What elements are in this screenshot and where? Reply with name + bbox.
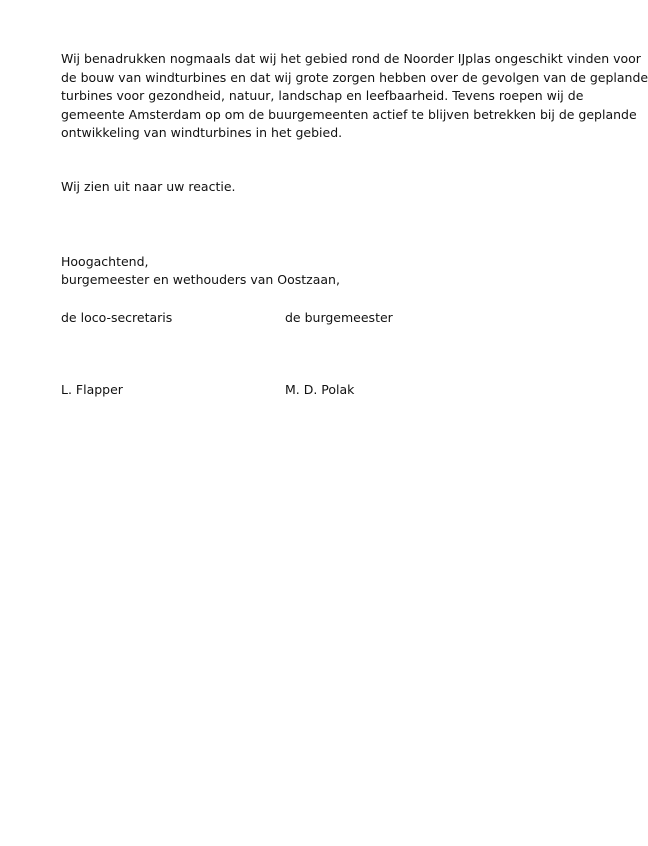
letter-body-paragraph — [61, 50, 648, 143]
body-line: turbines voor gezondheid, natuur, landschap en leefbaarheid. Tevens roepen wij de — [61, 88, 584, 104]
body-line: Wij benadrukken nogmaals dat wij het gebied rond de Noorder IJplas ongeschikt vinden voor — [61, 51, 641, 66]
body-line: ontwikkeling van windturbines in het gebied. — [61, 125, 343, 141]
reaction-sentence: Wij zien uit naar uw reactie. — [61, 179, 236, 194]
closing-greeting: Hoogachtend, — [61, 254, 149, 269]
signatory-name-mayor: M. D. Polak — [285, 382, 355, 397]
signing-organisation: burgemeester en wethouders van Oostzaan, — [61, 272, 340, 287]
signatory-name-secretary: L. Flapper — [61, 382, 123, 397]
body-line: gemeente Amsterdam op om de buurgemeenten actief te blijven betrekken bij de geplande — [61, 106, 637, 122]
signatory-role-mayor: de burgemeester — [285, 310, 393, 325]
signatory-role-secretary: de loco-secretaris — [61, 310, 173, 325]
body-line: de bouw van windturbines en dat wij grote zorgen hebben over de gevolgen van de geplande — [61, 69, 648, 85]
